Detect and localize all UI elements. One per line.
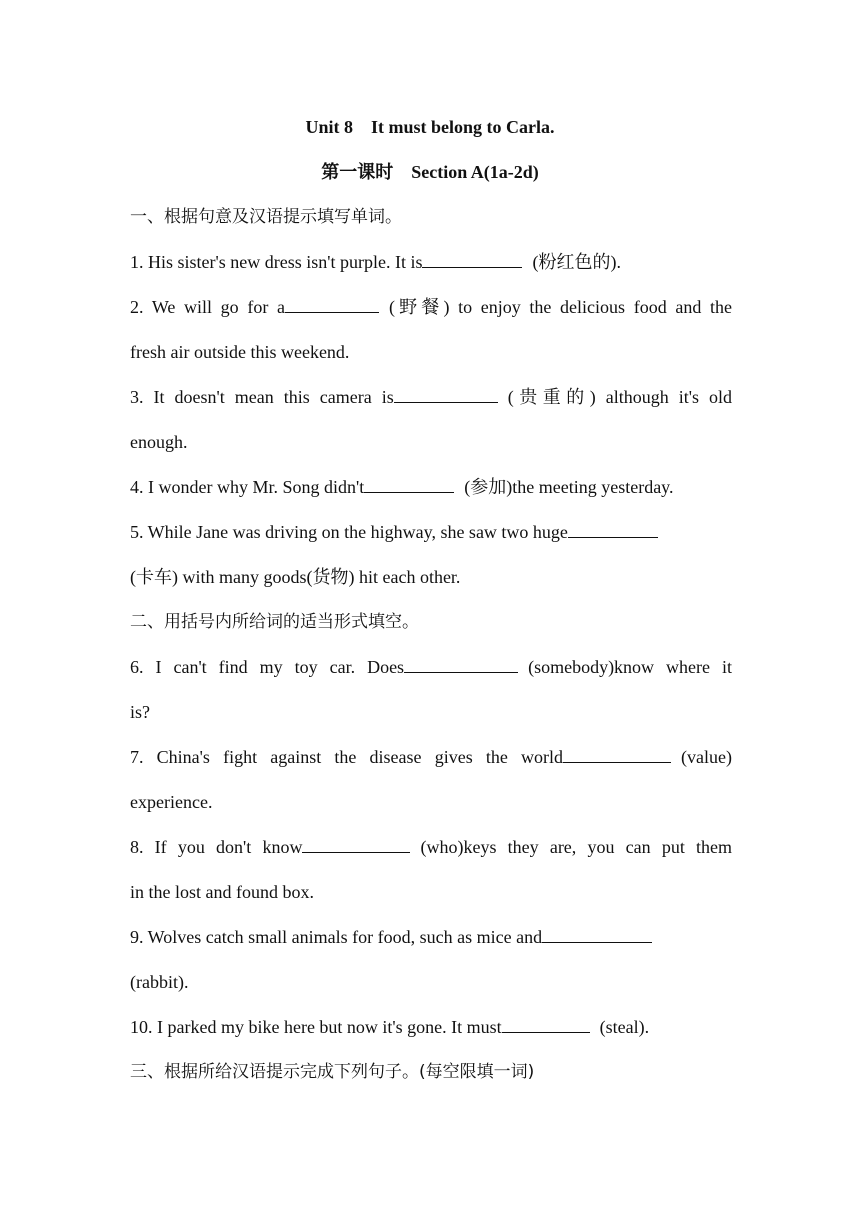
question-2-continued: fresh air outside this weekend.	[130, 342, 350, 362]
question-6-continued: is?	[130, 702, 150, 722]
question-8	[130, 832, 732, 862]
question-hint: (野餐) to enjoy the delicious food and the	[388, 297, 732, 317]
answer-blank[interactable]	[302, 832, 410, 853]
question-hint: (粉红色的).	[532, 252, 621, 272]
question-text: 10. I parked my bike here but now it's gone. It must	[130, 1017, 502, 1037]
answer-blank[interactable]	[285, 292, 379, 313]
question-9	[130, 922, 732, 952]
question-text: 9. Wolves catch small animals for food, such as mice and	[130, 927, 543, 947]
answer-blank[interactable]	[502, 1012, 590, 1033]
question-text: 5. While Jane was driving on the highway, she saw two huge	[130, 522, 568, 542]
question-text: 1. His sister's new dress isn't purple. It is	[130, 252, 423, 272]
question-9-continued: (rabbit).	[130, 972, 189, 992]
answer-blank[interactable]	[364, 472, 454, 493]
answer-blank[interactable]	[568, 517, 658, 538]
question-3	[130, 382, 732, 412]
page-subtitle: 第一课时 Section A(1a-2d)	[321, 162, 539, 182]
section-heading-3: 三、根据所给汉语提示完成下列句子。(每空限填一词)	[130, 1062, 535, 1082]
question-hint: (value)	[681, 747, 732, 767]
question-3-continued: enough.	[130, 432, 188, 452]
question-hint: (who)keys they are, you can put them	[420, 837, 733, 857]
question-text: 3. It doesn't mean this camera is	[130, 387, 394, 407]
question-7	[130, 742, 732, 772]
question-text: 7. China's fight against the disease gives the world	[130, 747, 564, 767]
question-text: 8. If you don't know	[130, 837, 303, 857]
question-hint: (steal).	[599, 1017, 650, 1037]
answer-blank[interactable]	[542, 922, 652, 943]
question-6	[130, 652, 732, 682]
question-text: 6. I can't find my toy car. Does	[130, 657, 405, 677]
question-hint: (somebody)know where it	[528, 657, 732, 677]
question-5	[130, 517, 732, 547]
question-7-continued: experience.	[130, 792, 213, 812]
answer-blank[interactable]	[422, 247, 522, 268]
question-2	[130, 292, 732, 322]
question-10	[130, 1012, 732, 1042]
question-hint: (参加)the meeting yesterday.	[464, 477, 674, 497]
section-heading-2: 二、用括号内所给词的适当形式填空。	[130, 612, 419, 632]
section-heading-1: 一、根据句意及汉语提示填写单词。	[130, 207, 402, 227]
question-8-continued: in the lost and found box.	[130, 882, 314, 902]
answer-blank[interactable]	[404, 652, 518, 673]
answer-blank[interactable]	[394, 382, 498, 403]
page-title: Unit 8 It must belong to Carla.	[305, 117, 555, 137]
question-text: 4. I wonder why Mr. Song didn't	[130, 477, 365, 497]
question-5-continued: (卡车) with many goods(货物) hit each other.	[130, 567, 461, 587]
question-text: 2. We will go for a	[130, 297, 285, 317]
question-1	[130, 247, 732, 277]
question-4	[130, 472, 732, 502]
question-hint: (贵重的) although it's old	[507, 387, 732, 407]
answer-blank[interactable]	[563, 742, 671, 763]
